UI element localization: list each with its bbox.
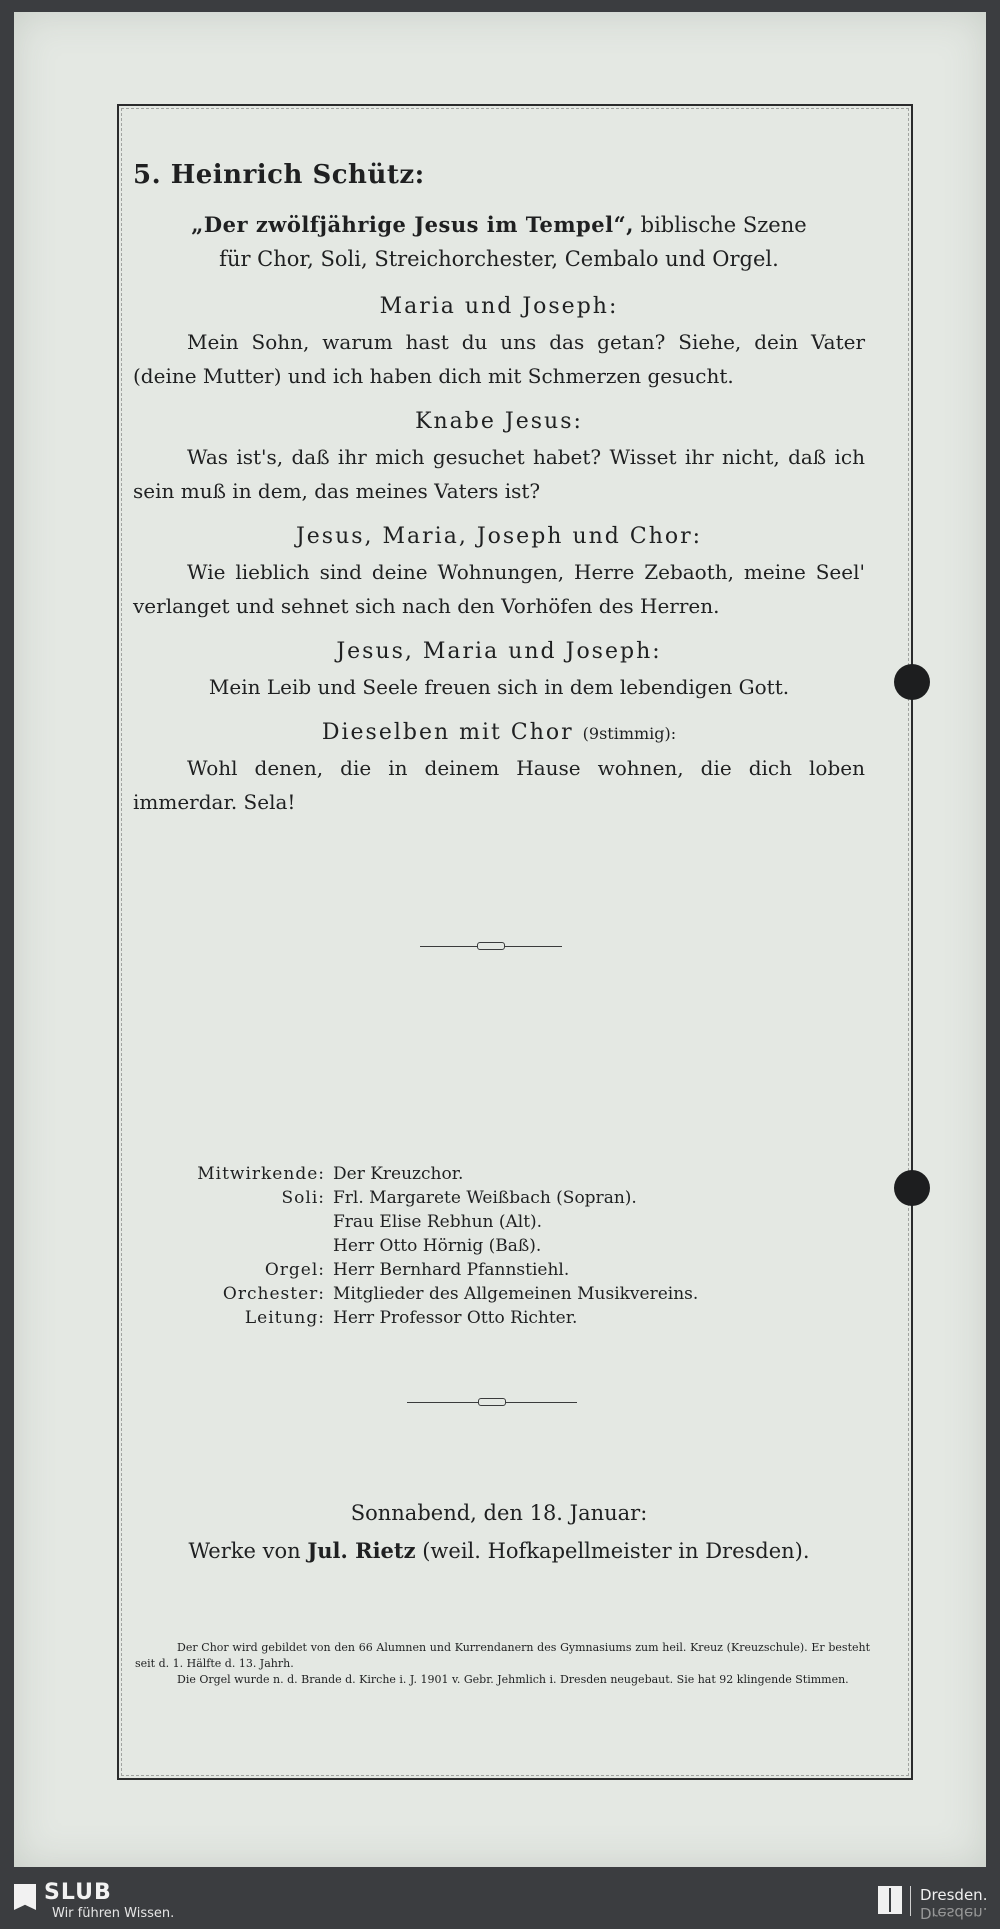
next-concert-prefix: Werke von [188,1539,308,1563]
role-heading: Jesus, Maria, Joseph und Chor: [295,524,703,549]
next-concert-date: Sonnabend, den 18. Januar: [350,1501,648,1525]
dresden-brand-reflection: Dresden. [920,1904,988,1922]
punch-hole [894,1170,930,1206]
role-note: (9stimmig): [582,724,677,743]
dresden-crest-icon[interactable] [878,1886,902,1914]
performer-value: Herr Otto Hörnig (Baß). [333,1236,542,1256]
role-heading [133,720,865,745]
lyric-text: Wie lieblich sind deine Wohnungen, Herre Zebaoth, meine Seel' verlanget und sehnet sich nach den Vorhöfen des Herren. [133,560,865,618]
lyric-text: Wohl denen, die in deinem Hause wohnen, die dich loben immerdar. Sela! [133,756,865,814]
performer-value: Herr Bernhard Pfannstiehl. [333,1260,570,1280]
performers-list [190,1162,698,1330]
role-heading: Maria und Joseph: [379,294,619,319]
lyric-text: Mein Sohn, warum hast du uns das getan? Siehe, dein Vater (deine Mutter) und ich haben dich mit Schmerzen gesucht. [133,330,865,388]
work-subtitle: biblische Szene [633,213,807,237]
performer-label: Leitung: [244,1308,325,1328]
program-content [133,160,865,827]
performer-row [190,1162,698,1186]
performer-row [190,1306,698,1330]
performer-label: Orgel: [264,1260,325,1280]
performer-row [190,1210,698,1234]
role-heading-text: Dieselben mit Chor [321,720,574,745]
performer-row [190,1186,698,1210]
footnote-organ: Die Orgel wurde n. d. Brande d. Kirche i. J. 1901 v. Gebr. Jehmlich i. Dresden neugebaut. Sie hat 92 klingende Stimmen. [177,1673,849,1686]
performer-label: Soli: [281,1188,325,1208]
performer-value: Frl. Margarete Weißbach (Sopran). [333,1188,637,1208]
performer-label: Orchester: [222,1284,325,1304]
performer-value: Der Kreuzchor. [333,1164,464,1184]
footnote-choir: Der Chor wird gebildet von den 66 Alumnen und Kurrendanern des Gymnasiums zum heil. Kreuz (Kreuzschule). Er besteht seit d. 1. Hälfte d. 13. Jahrh. [135,1641,870,1670]
role-heading: Knabe Jesus: [415,409,583,434]
footnotes [135,1640,870,1688]
next-concert-works [133,1532,865,1570]
viewer-bottom-bar [0,1876,1000,1929]
brand-separator [910,1886,911,1916]
slub-tagline: Wir führen Wissen. [52,1906,175,1921]
ornament-divider [407,1396,577,1408]
dresden-brand[interactable]: Dresden. [920,1886,988,1904]
performer-value: Mitglieder des Allgemeinen Musikvereins. [333,1284,699,1304]
slub-logo-icon[interactable] [14,1884,36,1910]
performer-row [190,1258,698,1282]
program-number-heading: 5. Heinrich Schütz: [133,160,425,190]
role-heading: Jesus, Maria und Joseph: [336,639,662,664]
work-description [133,208,865,276]
lyric-text: Was ist's, daß ihr mich gesuchet habet? Wisset ihr nicht, daß ich sein muß in dem, das meines Vaters ist? [133,445,865,503]
performer-row [190,1282,698,1306]
lyric-text: Mein Leib und Seele freuen sich in dem lebendigen Gott. [208,675,790,699]
punch-hole [894,664,930,700]
work-instrumentation: für Chor, Soli, Streichorchester, Cembalo und Orgel. [219,247,779,271]
next-concert-composer: Jul. Rietz [307,1538,416,1563]
performer-value: Herr Professor Otto Richter. [333,1308,578,1328]
next-concert-suffix: (weil. Hofkapellmeister in Dresden). [415,1539,810,1563]
ornament-divider [420,940,562,952]
slub-brand[interactable]: SLUB [44,1880,112,1905]
performer-label: Mitwirkende: [197,1164,325,1184]
performer-label [190,1210,333,1234]
performer-value: Frau Elise Rebhun (Alt). [333,1212,543,1232]
next-concert-notice [133,1494,865,1570]
work-title: „Der zwölfjährige Jesus im Tempel“, [191,212,634,237]
performer-label [190,1234,333,1258]
performer-row [190,1234,698,1258]
